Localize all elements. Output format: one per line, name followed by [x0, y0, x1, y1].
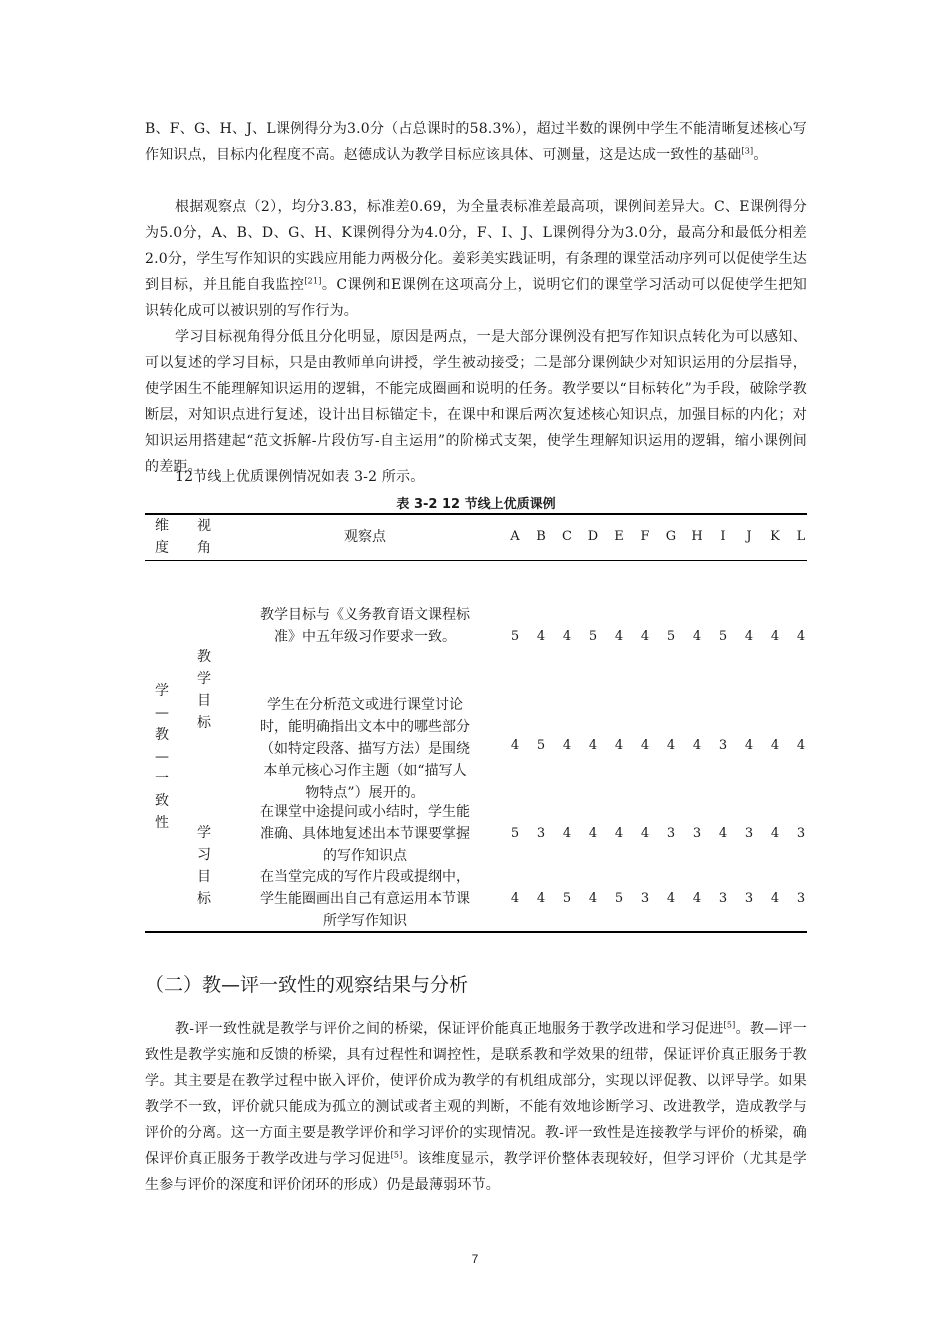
table-header-rule	[145, 560, 807, 561]
score-cell: 4	[744, 738, 754, 753]
score-cell: 4	[770, 826, 780, 841]
observation-line: 在课堂中途提问或小结时，学生能	[260, 804, 470, 820]
column-header: H	[691, 529, 703, 544]
observation-line: 本单元核心习作主题（如“描写人	[263, 763, 467, 779]
score-cell: 4	[770, 738, 780, 753]
column-header: I	[720, 529, 726, 544]
score-cell: 3	[718, 738, 728, 753]
paragraph-1-text: B、F、G、H、J、L课例得分为3.0分（占总课时的58.3%），超过半数的课例中学生不能清晰复述核心写作知识点，目标内化程度不高。赵德成认为教学目标应该具体、可测量，这是达成一致性的基础	[145, 121, 807, 163]
observation-line: （如特定段落、描写方法）是围绕	[260, 741, 470, 757]
score-cell: 4	[588, 826, 598, 841]
score-cell: 4	[744, 629, 754, 644]
observation-point	[230, 694, 500, 804]
score-cell: 4	[770, 891, 780, 906]
observation-line: 的写作知识点	[323, 848, 407, 864]
observation-line: 准确、具体地复述出本节课要掌握	[260, 826, 470, 842]
observation-point	[230, 604, 500, 648]
citation-ref: [3]	[741, 146, 754, 156]
table-top-rule	[145, 513, 807, 515]
score-cell: 4	[666, 891, 676, 906]
observation-point	[230, 801, 500, 867]
score-cell: 5	[588, 629, 598, 644]
observation-line: 教学目标与《义务教育语文课程标	[260, 607, 470, 623]
score-cell: 4	[718, 826, 728, 841]
paragraph-5	[145, 1016, 807, 1198]
column-header: F	[640, 529, 650, 544]
score-cell: 4	[614, 826, 624, 841]
paragraph-5-end: 。该维度显示，教学评价整体表现较好，但学习评价（尤其是学生参与评价的深度和评价闭环的形成）仍是最薄弱环节。	[145, 1151, 807, 1193]
observation-line: 时，能明确指出文本中的哪些部分	[260, 719, 470, 735]
section-heading: （二）教—评一致性的观察结果与分析	[145, 974, 469, 996]
paragraph-5-middle: 。教—评一致性是教学实施和反馈的桥梁，具有过程性和调控性，是联系教和学效果的纽带，保证评价真正服务于教学。其主要是在教学过程中嵌入评价，使评价成为教学的有机组成部分，实现以评促教、以评导学。如果教学不一致，评价就只能成为孤立的测试或者主观的判断，不能有效地诊断学习、改进教学，造成教学与评价的分离。这一方面主要是教学评价和学习评价的实现情况。教-评一致性是连接教学与评价的桥梁，确保评价真正服务于教学改进与学习促进	[145, 1021, 807, 1167]
score-cell: 3	[666, 826, 676, 841]
score-cell: 5	[510, 826, 520, 841]
column-header: D	[587, 529, 599, 544]
column-header: G	[665, 529, 677, 544]
score-cell: 3	[796, 826, 806, 841]
score-cell: 3	[692, 826, 702, 841]
score-cell: 4	[692, 891, 702, 906]
score-cell: 4	[640, 629, 650, 644]
paragraph-2	[145, 194, 807, 324]
score-cell: 4	[692, 738, 702, 753]
column-header: B	[536, 529, 546, 544]
header-dimension: 维度	[155, 518, 169, 556]
paragraph-1	[145, 116, 807, 168]
observation-line: 物特点”）展开的。	[305, 785, 425, 801]
citation-ref: [5]	[390, 1150, 403, 1160]
citation-ref: [21]	[304, 276, 322, 286]
observation-line: 学生在分析范文或进行课堂讨论	[267, 697, 463, 713]
score-cell: 4	[770, 629, 780, 644]
observation-line: 准》中五年级习作要求一致。	[274, 629, 456, 645]
score-cell: 4	[536, 629, 546, 644]
score-cell: 3	[640, 891, 650, 906]
score-cell: 3	[796, 891, 806, 906]
score-cell: 4	[588, 738, 598, 753]
score-cell: 4	[588, 891, 598, 906]
paragraph-1-end: 。	[753, 147, 768, 163]
score-cell: 5	[562, 891, 572, 906]
observation-point	[230, 866, 500, 932]
score-cell: 5	[536, 738, 546, 753]
score-cell: 4	[640, 738, 650, 753]
paragraph-5-text: 教-评一致性就是教学与评价之间的桥梁，保证评价能真正地服务于教学改进和学习促进	[175, 1021, 724, 1037]
dimension-label: 学—教—一致性	[155, 683, 169, 831]
paragraph-4: 12节线上优质课例情况如表 3-2 所示。	[175, 469, 425, 485]
score-cell: 4	[796, 629, 806, 644]
score-cell: 4	[640, 826, 650, 841]
score-cell: 3	[536, 826, 546, 841]
score-cell: 5	[718, 629, 728, 644]
score-cell: 4	[536, 891, 546, 906]
score-cell: 4	[692, 629, 702, 644]
citation-ref: [5]	[723, 1020, 736, 1030]
column-header: E	[614, 529, 624, 544]
score-cell: 4	[510, 891, 520, 906]
paragraph-2-end: 。C课例和E课例在这项高分上，说明它们的课堂学习活动可以促使学生把知识转化成可以被识别的写作行为。	[145, 277, 808, 319]
paragraph-3: 学习目标视角得分低且分化明显，原因是两点，一是大部分课例没有把写作知识点转化为可以感知、可以复述的学习目标，只是由教师单向讲授，学生被动接受；二是部分课例缺少对知识运用的分层指导，使学困生不能理解知识运用的逻辑，不能完成圈画和说明的任务。教学要以“目标转化”为手段，破除学教断层，对知识点进行复述，设计出目标锚定卡，在课中和课后两次复述核心知识点，加强目标的内化；对知识运用搭建起“范文拆解-片段仿写-自主运用”的阶梯式支架，使学生理解知识运用的逻辑，缩小课例间的差距。	[145, 329, 807, 475]
score-cell: 3	[744, 891, 754, 906]
column-header: A	[510, 529, 520, 544]
score-cell: 4	[562, 738, 572, 753]
column-header: K	[770, 529, 780, 544]
score-cell: 4	[666, 738, 676, 753]
score-cell: 5	[614, 891, 624, 906]
score-cell: 4	[796, 738, 806, 753]
score-cell: 3	[718, 891, 728, 906]
observation-line: 在当堂完成的写作片段或提纲中，	[260, 869, 470, 885]
score-cell: 5	[666, 629, 676, 644]
score-cell: 4	[562, 629, 572, 644]
score-cell: 4	[562, 826, 572, 841]
score-cell: 4	[614, 629, 624, 644]
perspective-teaching-goal: 教学目标	[197, 649, 211, 731]
observation-line: 学生能圈画出自己有意运用本节课	[260, 891, 470, 907]
observation-line: 所学写作知识	[323, 913, 407, 929]
paragraph-2-text: 根据观察点（2），均分3.83，标准差0.69，为全量表标准差最高项，课例间差异大。C、E课例得分为5.0分，A、B、D、G、H、K课例得分为4.0分，F、I、J、L课例得分为3.0分，最高分和最低分相差2.0分，学生写作知识的实践应用能力两极分化。姜彩美实践证明，有条理的课堂活动序列可以促使学生达到目标，并且能自我监控	[145, 199, 807, 293]
header-observation: 观察点	[344, 529, 386, 545]
score-cell: 3	[744, 826, 754, 841]
header-perspective: 视角	[197, 518, 211, 556]
score-cell: 4	[510, 738, 520, 753]
perspective-learning-goal: 学习目标	[197, 825, 211, 907]
column-header: L	[796, 529, 806, 544]
column-header: C	[562, 529, 572, 544]
page-number: 7	[471, 1252, 479, 1266]
table-caption: 表 3-2 12 节线上优质课例	[396, 497, 556, 512]
score-cell: 4	[614, 738, 624, 753]
column-header: J	[746, 529, 752, 544]
score-cell: 5	[510, 629, 520, 644]
